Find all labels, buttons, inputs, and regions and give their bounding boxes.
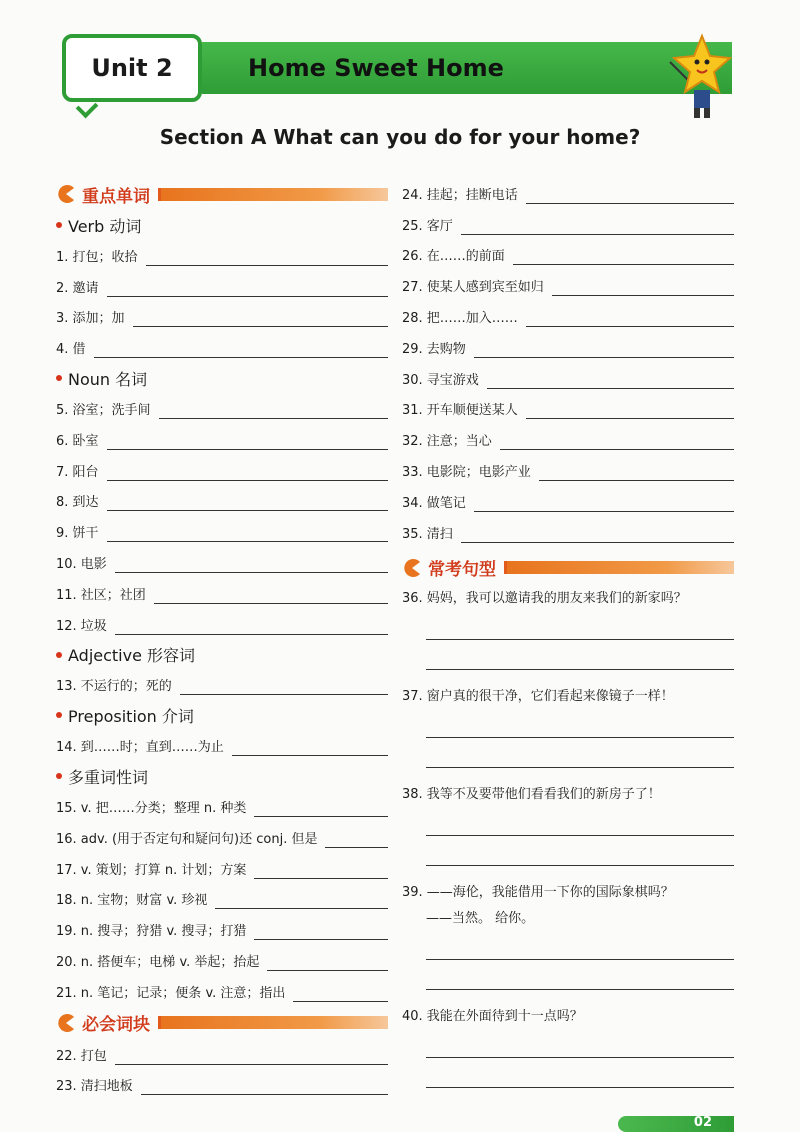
sentence-item — [402, 1002, 734, 1088]
list-item — [56, 332, 388, 363]
phrases-heading-title: 必会词块 — [82, 1015, 150, 1036]
item-prompt: 5. 浴室；洗手间 — [56, 403, 151, 419]
right-column — [402, 178, 734, 1088]
list-item — [56, 1039, 388, 1070]
item-prompt: 8. 到达 — [56, 495, 99, 511]
sentence-prompt: 37. 窗户真的很干净，它们看起来像镜子一样！ — [402, 689, 674, 705]
sentences-heading-title: 常考句型 — [428, 560, 496, 581]
list-item — [56, 670, 388, 701]
list-item — [56, 945, 388, 976]
pie-icon — [56, 184, 76, 204]
item-prompt: 18. n. 宝物；财富 v. 珍视 — [56, 893, 208, 909]
item-prompt: 3. 添加；加 — [56, 311, 125, 327]
bullet-dot-icon — [56, 712, 62, 718]
answer-blank[interactable] — [426, 738, 734, 768]
preposition-label: Preposition 介词 — [68, 706, 194, 726]
item-prompt: 33. 电影院；电影产业 — [402, 465, 531, 481]
item-prompt: 22. 打包 — [56, 1048, 107, 1064]
list-item — [402, 424, 734, 455]
item-prompt: 30. 寻宝游戏 — [402, 372, 479, 388]
list-item — [56, 516, 388, 547]
list-item — [56, 853, 388, 884]
item-prompt: 32. 注意；当心 — [402, 434, 492, 450]
unit-banner — [62, 34, 732, 104]
vocab-heading-title: 重点单词 — [82, 186, 150, 207]
list-item — [402, 270, 734, 301]
answer-blank[interactable] — [267, 956, 388, 971]
answer-blank[interactable] — [426, 806, 734, 836]
multi-label: 多重词性词 — [68, 767, 149, 787]
answer-blank[interactable] — [141, 1080, 388, 1095]
adjective-category — [56, 640, 388, 670]
answer-blank[interactable] — [154, 589, 388, 604]
pie-icon — [56, 1013, 76, 1033]
answer-blank[interactable] — [254, 864, 388, 879]
answer-blank[interactable] — [293, 987, 388, 1002]
list-item — [402, 363, 734, 394]
answer-blank[interactable] — [426, 708, 734, 738]
bullet-dot-icon — [56, 773, 62, 779]
item-prompt: 35. 清扫 — [402, 526, 453, 542]
preposition-category — [56, 700, 388, 730]
answer-blank[interactable] — [474, 497, 734, 512]
list-item — [402, 332, 734, 363]
list-item — [56, 486, 388, 517]
item-prompt: 7. 阳台 — [56, 464, 99, 480]
bullet-dot-icon — [56, 375, 62, 381]
list-item — [56, 976, 388, 1007]
answer-blank[interactable] — [133, 312, 388, 327]
list-item — [56, 547, 388, 578]
list-item — [56, 791, 388, 822]
page-number: 02 — [693, 1115, 712, 1130]
answer-blank[interactable] — [426, 1058, 734, 1088]
answer-blank[interactable] — [94, 343, 388, 358]
list-item — [56, 578, 388, 609]
answer-blank[interactable] — [180, 680, 388, 695]
answer-blank[interactable] — [115, 620, 388, 635]
list-item — [402, 209, 734, 240]
list-item — [56, 884, 388, 915]
list-item — [56, 455, 388, 486]
list-item — [56, 302, 388, 333]
heading-strip — [158, 188, 388, 201]
bullet-dot-icon — [56, 222, 62, 228]
list-item — [56, 424, 388, 455]
item-prompt: 28. 把……加入…… — [402, 311, 518, 327]
answer-blank[interactable] — [461, 528, 734, 543]
list-item — [56, 822, 388, 853]
item-prompt: 9. 饼干 — [56, 526, 99, 542]
item-prompt: 11. 社区；社团 — [56, 587, 146, 603]
answer-blank[interactable] — [146, 251, 388, 266]
list-item — [56, 271, 388, 302]
item-prompt: 4. 借 — [56, 342, 86, 358]
answer-blank[interactable] — [107, 282, 388, 297]
list-item — [56, 240, 388, 271]
heading-strip — [158, 1016, 388, 1029]
list-item — [56, 914, 388, 945]
answer-blank[interactable] — [474, 343, 734, 358]
sentences-heading — [402, 552, 734, 584]
sentence-prompt: 36. 妈妈，我可以邀请我的朋友来我们的新家吗？ — [402, 591, 687, 607]
list-item — [56, 393, 388, 424]
section-title: Section A What can you do for your home? — [159, 125, 641, 149]
item-prompt: 26. 在……的前面 — [402, 249, 505, 265]
answer-blank[interactable] — [526, 312, 734, 327]
left-column — [56, 178, 388, 1100]
item-prompt: 34. 做笔记 — [402, 495, 466, 511]
item-prompt: 21. n. 笔记；记录；便条 v. 注意；指出 — [56, 985, 286, 1001]
sentence-prompt: 39. ——海伦，我能借用一下你的国际象棋吗？ — [402, 885, 674, 901]
answer-blank[interactable] — [426, 930, 734, 960]
noun-category — [56, 363, 388, 393]
item-prompt: 24. 挂起；挂断电话 — [402, 187, 518, 203]
verb-category — [56, 210, 388, 240]
answer-blank[interactable] — [487, 374, 734, 389]
sentence-prompt: 38. 我等不及要带他们看看我们的新房子了！ — [402, 787, 661, 803]
answer-blank[interactable] — [426, 640, 734, 670]
item-prompt: 13. 不运行的；死的 — [56, 679, 172, 695]
unit-title: Home Sweet Home — [248, 54, 504, 82]
answer-blank[interactable] — [552, 281, 734, 296]
item-prompt: 31. 开车顺便送某人 — [402, 403, 518, 419]
list-item — [402, 240, 734, 271]
item-prompt: 6. 卧室 — [56, 433, 99, 449]
unit-box — [62, 34, 202, 102]
item-prompt: 10. 电影 — [56, 557, 107, 573]
answer-blank[interactable] — [107, 435, 388, 450]
answer-blank[interactable] — [426, 836, 734, 866]
sentence-item — [402, 878, 734, 990]
answer-blank[interactable] — [159, 404, 388, 419]
item-prompt: 27. 使某人感到宾至如归 — [402, 280, 544, 296]
list-item — [402, 394, 734, 425]
answer-blank[interactable] — [115, 558, 388, 573]
answer-blank[interactable] — [426, 1028, 734, 1058]
answer-blank[interactable] — [526, 404, 734, 419]
answer-blank[interactable] — [426, 960, 734, 990]
answer-blank[interactable] — [500, 435, 734, 450]
item-prompt: 15. v. 把……分类；整理 n. 种类 — [56, 801, 247, 817]
answer-blank[interactable] — [107, 496, 388, 511]
item-prompt: 20. n. 搭便车；电梯 v. 举起；抬起 — [56, 955, 260, 971]
star-mascot-icon — [662, 32, 732, 122]
item-prompt: 29. 去购物 — [402, 341, 466, 357]
answer-blank[interactable] — [254, 925, 388, 940]
item-prompt: 16. adv. (用于否定句和疑问句)还 conj. 但是 — [56, 831, 318, 847]
answer-blank[interactable] — [526, 189, 734, 204]
verb-label: Verb 动词 — [68, 216, 142, 236]
heading-strip — [504, 561, 734, 574]
sentence-item — [402, 682, 734, 768]
list-item — [56, 730, 388, 761]
list-item — [402, 486, 734, 517]
answer-blank[interactable] — [513, 250, 734, 265]
sentence-prompt: ——当然。 给你。 — [426, 911, 535, 927]
list-item — [56, 609, 388, 640]
answer-blank[interactable] — [115, 1050, 388, 1065]
bullet-dot-icon — [56, 652, 62, 658]
answer-blank[interactable] — [107, 466, 388, 481]
noun-label: Noun 名词 — [68, 369, 148, 389]
vocab-heading — [56, 178, 388, 210]
list-item — [402, 178, 734, 209]
answer-blank[interactable] — [232, 741, 388, 756]
sentence-prompt: 40. 我能在外面待到十一点吗？ — [402, 1009, 583, 1025]
item-prompt: 23. 清扫地板 — [56, 1079, 133, 1095]
pie-icon — [402, 558, 422, 578]
list-item — [402, 301, 734, 332]
unit-label: Unit 2 — [91, 54, 173, 82]
list-item — [402, 455, 734, 486]
list-item — [402, 517, 734, 548]
sentence-item — [402, 584, 734, 670]
answer-blank[interactable] — [325, 833, 388, 848]
phrases-heading — [56, 1007, 388, 1039]
answer-blank[interactable] — [426, 610, 734, 640]
list-item — [56, 1070, 388, 1101]
multi-category — [56, 761, 388, 791]
answer-blank[interactable] — [254, 802, 388, 817]
answer-blank[interactable] — [539, 466, 734, 481]
item-prompt: 14. 到……时；直到……为止 — [56, 740, 224, 756]
item-prompt: 17. v. 策划；打算 n. 计划；方案 — [56, 862, 247, 878]
page-number-badge — [618, 1116, 734, 1132]
item-prompt: 19. n. 搜寻；狩猎 v. 搜寻；打猎 — [56, 924, 247, 940]
adjective-label: Adjective 形容词 — [68, 646, 196, 666]
item-prompt: 25. 客厅 — [402, 218, 453, 234]
sentence-item — [402, 780, 734, 866]
item-prompt: 1. 打包；收拾 — [56, 249, 138, 265]
answer-blank[interactable] — [461, 220, 734, 235]
answer-blank[interactable] — [107, 527, 388, 542]
item-prompt: 12. 垃圾 — [56, 618, 107, 634]
answer-blank[interactable] — [215, 894, 388, 909]
item-prompt: 2. 邀请 — [56, 280, 99, 296]
